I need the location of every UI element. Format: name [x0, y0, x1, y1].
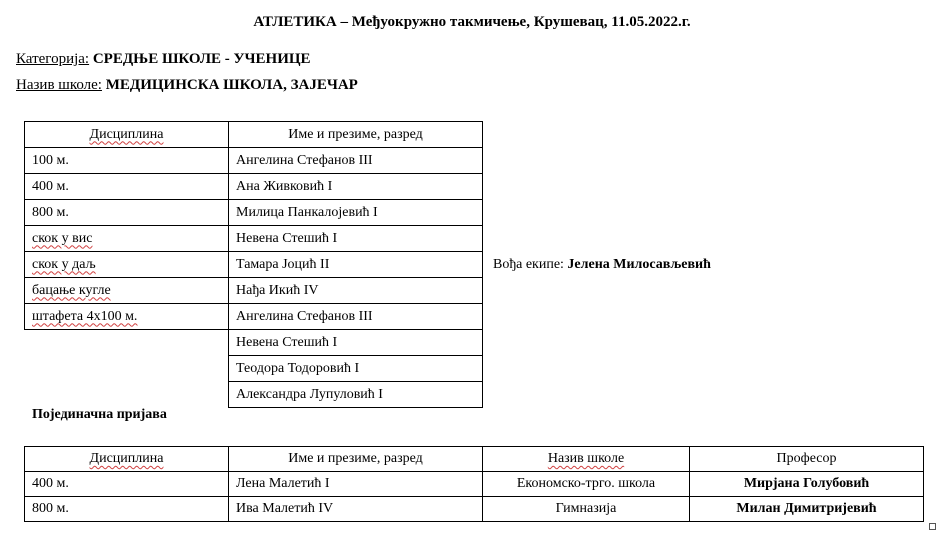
- discipline-cell: скок у даљ: [25, 252, 229, 278]
- discipline-cell: бацање кугле: [25, 278, 229, 304]
- table-row: [25, 278, 483, 304]
- name-cell: Ана Живковић I: [229, 174, 483, 200]
- school-cell: Гимназија: [483, 497, 690, 522]
- table-row: [25, 200, 483, 226]
- name-cell: Ангелина Стефанов III: [229, 148, 483, 174]
- name-cell: Теодора Тодоровић I: [229, 356, 483, 382]
- relay-row: [25, 356, 483, 382]
- school-value: МЕДИЦИНСКА ШКОЛА, ЗАЈЕЧАР: [105, 77, 358, 93]
- discipline-cell: 400 м.: [25, 472, 229, 497]
- relay-row: [25, 382, 483, 408]
- relay-row: [25, 330, 483, 356]
- table-row: [25, 174, 483, 200]
- team-leader: [493, 257, 711, 273]
- school-line: [16, 77, 358, 94]
- empty-cell: [25, 382, 229, 408]
- table-row: [25, 472, 924, 497]
- document-title: АТЛЕТИКА – Међуокружно такмичење, Крушевац, 11.05.2022.г.: [253, 14, 691, 30]
- school-label: Назив школе:: [16, 77, 102, 93]
- professor-cell: Милан Димитријевић: [690, 497, 924, 522]
- discipline-cell: 100 м.: [25, 148, 229, 174]
- header-discipline: Дисциплина: [25, 447, 229, 472]
- table-row: [25, 497, 924, 522]
- table-row: [25, 148, 483, 174]
- table-row: [25, 252, 483, 278]
- professor-cell: Мирјана Голубовић: [690, 472, 924, 497]
- name-cell: Невена Стешић I: [229, 226, 483, 252]
- discipline-cell: штафета 4х100 м.: [25, 304, 229, 330]
- individual-table-header: [25, 447, 924, 472]
- header-discipline: Дисциплина: [25, 122, 229, 148]
- individual-title: Појединачна пријава: [32, 407, 167, 422]
- discipline-cell: 400 м.: [25, 174, 229, 200]
- category-line: [16, 51, 311, 68]
- header-name: Име и презиме, разред: [229, 122, 483, 148]
- name-cell: Милица Панкалојевић I: [229, 200, 483, 226]
- name-cell: Нађа Икић IV: [229, 278, 483, 304]
- discipline-cell: 800 м.: [25, 200, 229, 226]
- team-table-header: [25, 122, 483, 148]
- table-row: [25, 304, 483, 330]
- name-cell: Тамара Јоцић II: [229, 252, 483, 278]
- team-leader-name: Јелена Милосављевић: [567, 257, 711, 272]
- category-value: СРЕДЊЕ ШКОЛЕ - УЧЕНИЦЕ: [92, 51, 311, 67]
- school-cell: Економско-трго. школа: [483, 472, 690, 497]
- name-cell: Лена Малетић I: [229, 472, 483, 497]
- table-resize-handle[interactable]: [929, 523, 936, 530]
- discipline-cell: 800 м.: [25, 497, 229, 522]
- discipline-cell: скок у вис: [25, 226, 229, 252]
- name-cell: Александра Лупуловић I: [229, 382, 483, 408]
- empty-cell: [25, 356, 229, 382]
- header-name: Име и презиме, разред: [229, 447, 483, 472]
- category-label: Категорија:: [16, 51, 90, 67]
- team-table: [24, 121, 483, 408]
- header-school: Назив школе: [483, 447, 690, 472]
- empty-cell: [25, 330, 229, 356]
- individual-table: [24, 446, 924, 522]
- table-row: [25, 226, 483, 252]
- name-cell: Ива Малетић IV: [229, 497, 483, 522]
- header-professor: Професор: [690, 447, 924, 472]
- team-leader-label: Вођа екипе:: [493, 257, 564, 272]
- name-cell: Ангелина Стефанов III: [229, 304, 483, 330]
- name-cell: Невена Стешић I: [229, 330, 483, 356]
